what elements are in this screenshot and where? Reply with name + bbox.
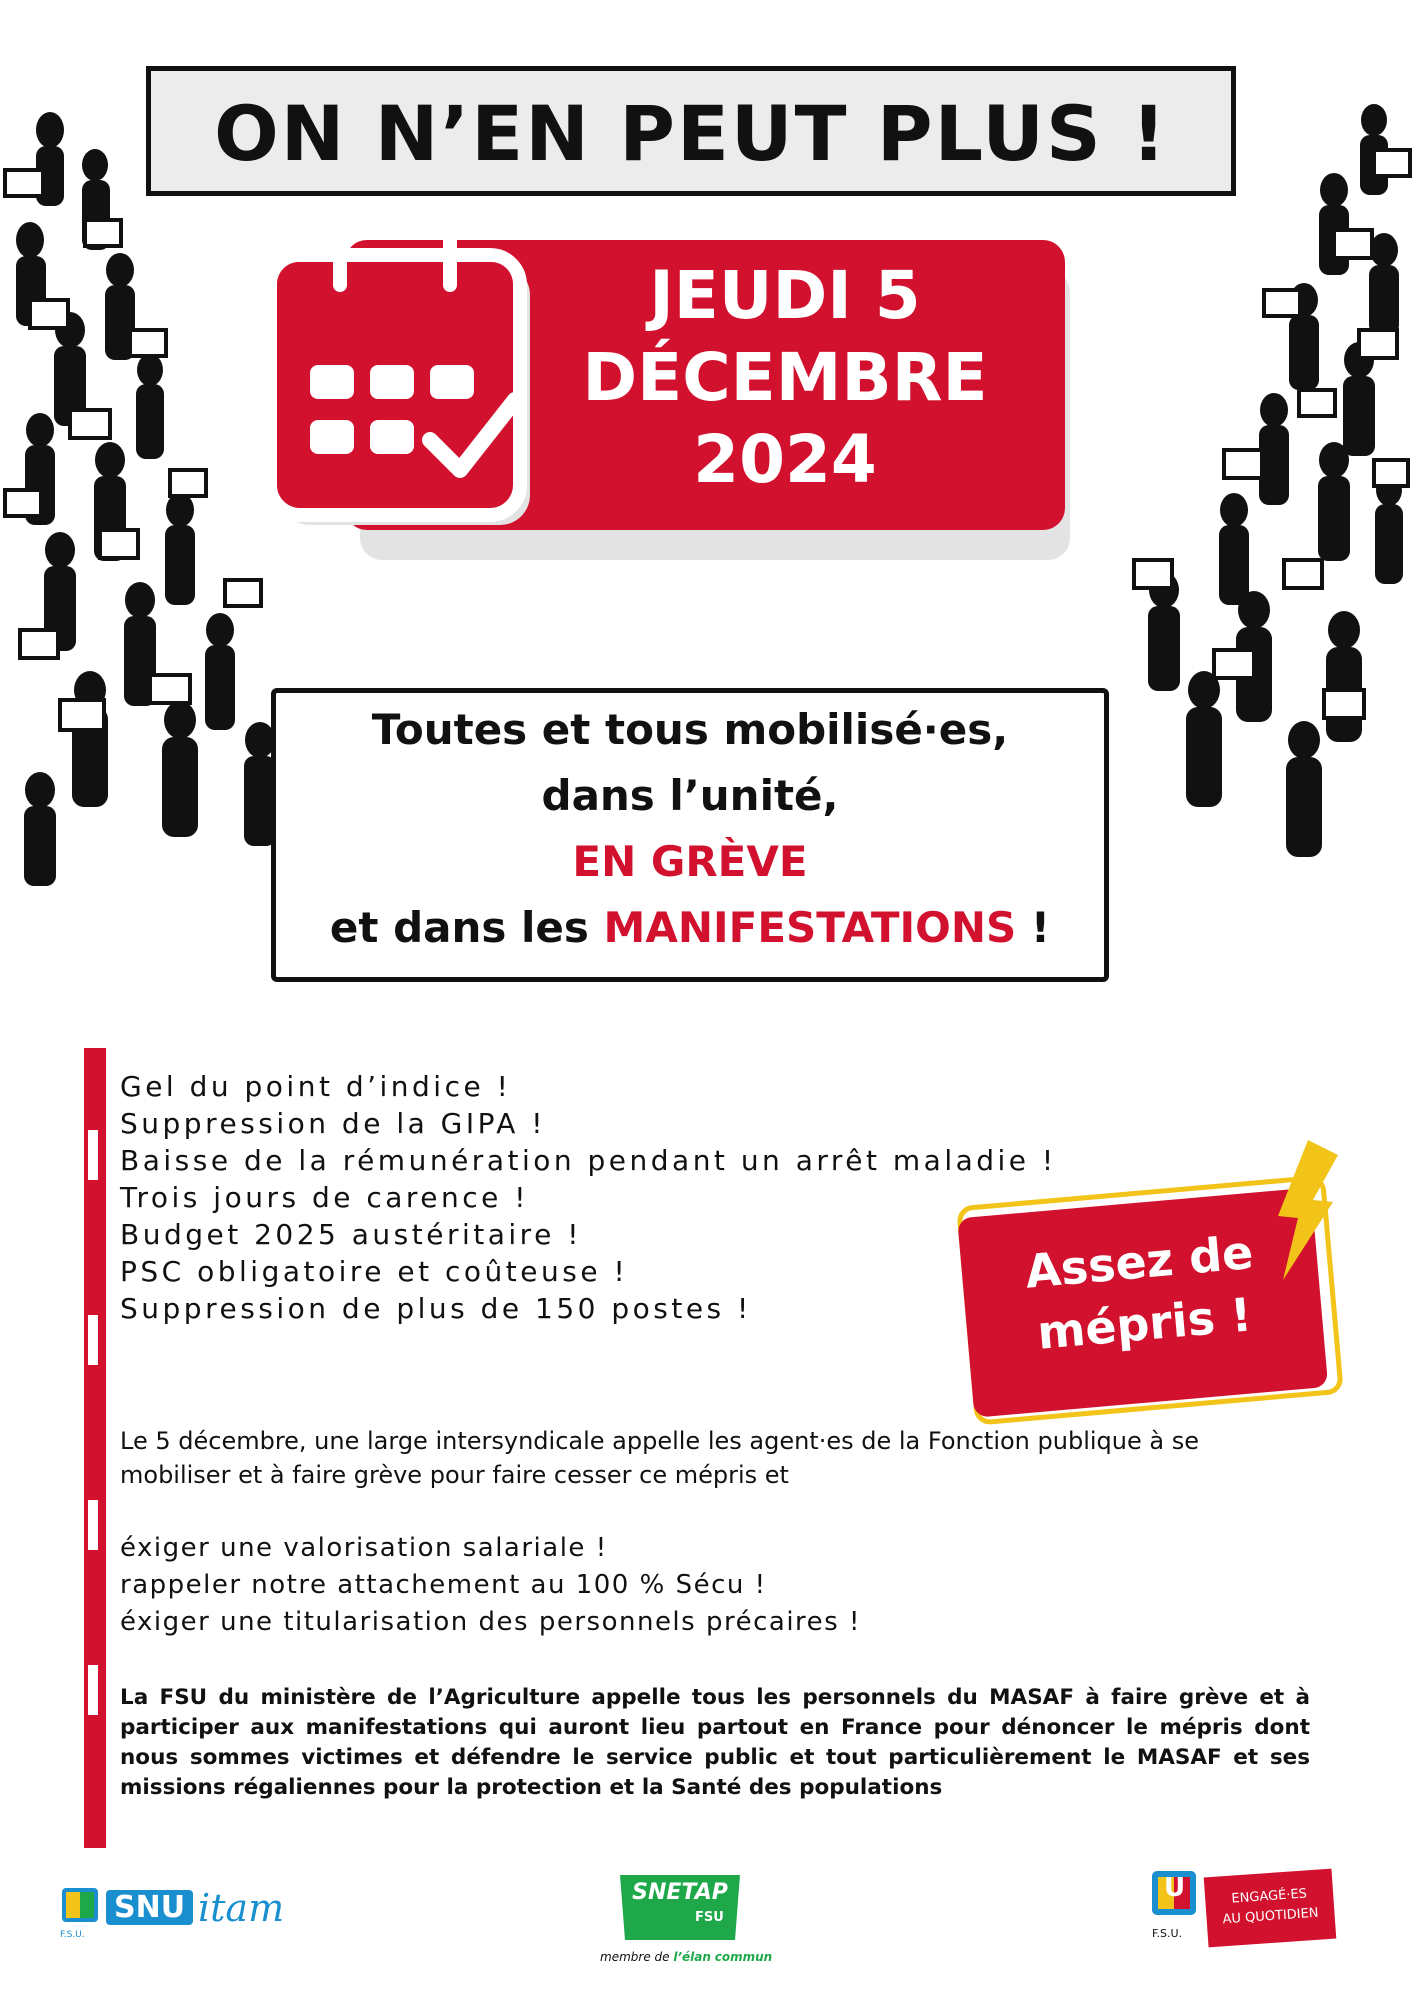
fsu-tagline-1: ENGAGÉ·ES: [1230, 1886, 1308, 1907]
callout-line-1: Assez de: [1022, 1224, 1256, 1299]
accent-bar-gap: [88, 1665, 98, 1715]
snetap-logo: [600, 1870, 773, 1980]
grievance-item: Suppression de la GIPA !: [120, 1107, 546, 1140]
demand-item: rappeler notre attachement au 100 % Sécu !: [120, 1570, 767, 1600]
date-month: DÉCEMBRE: [582, 339, 988, 416]
demands-list: [120, 1530, 1310, 1641]
snetap-member-line: [600, 1950, 773, 1964]
slogan-manifestations: MANIFESTATIONS: [603, 903, 1017, 952]
lightning-bolt-icon: [1268, 1140, 1338, 1280]
closing-paragraph: La FSU du ministère de l’Agriculture appelle tous les personnels du MASAF à faire grève et à participer aux manifestations qui auront lieu partout en France pour dénoncer le mépris dont nous sommes victimes et défendre le service public et tout particulièrement le MASAF et ses missions régaliennes pour la protection et la Santé des populations: [120, 1685, 1310, 1800]
fsu-tagline-2: AU QUOTIDIEN: [1222, 1905, 1320, 1928]
grievance-item: Gel du point d’indice !: [120, 1070, 512, 1103]
grievances-list: [120, 1068, 1057, 1327]
date-text: [520, 255, 1050, 501]
snetap-member-brand: l’élan: [673, 1950, 711, 1964]
slogan-line-2: dans l’unité,: [541, 771, 839, 820]
slogan-line-4: [276, 903, 1104, 952]
grievance-item: Budget 2025 austéritaire !: [120, 1218, 582, 1251]
snetap-member-prefix: membre de: [600, 1950, 670, 1964]
slogan-line-4-suffix: !: [1030, 903, 1051, 952]
headline-banner: [146, 66, 1236, 196]
protest-crowd-left-illustration: [0, 90, 310, 890]
accent-bar-gap: [88, 1500, 98, 1550]
fsu-logo: [1150, 1865, 1340, 1955]
fsu-logo-label: F.S.U.: [1152, 1927, 1183, 1940]
callout-line-2: mépris !: [1035, 1287, 1254, 1360]
accent-bar-gap: [88, 1315, 98, 1365]
snuitam-logo-left: SNU: [106, 1890, 193, 1925]
accent-bar-gap: [88, 1130, 98, 1180]
grievance-item: Trois jours de carence !: [120, 1181, 530, 1214]
date-year: 2024: [693, 421, 877, 498]
intro-paragraph: Le 5 décembre, une large intersyndicale appelle les agent·es de la Fonction publique à se mobiliser et à faire grève pour faire cesser ce mépris et: [120, 1427, 1199, 1489]
snuitam-fsu-label: F.S.U.: [60, 1930, 85, 1940]
snetap-fsu: FSU: [695, 1910, 724, 1925]
demand-item: éxiger une valorisation salariale !: [120, 1533, 608, 1563]
demand-item: éxiger une titularisation des personnels précaires !: [120, 1607, 861, 1637]
grievance-item: Baisse de la rémunération pendant un arrêt maladie !: [120, 1144, 1057, 1177]
slogan-line-1: Toutes et tous mobilisé·es,: [371, 705, 1009, 754]
protest-crowd-right-illustration: [1104, 90, 1414, 890]
headline-title: ON N’EN PEUT PLUS !: [214, 89, 1168, 178]
slogan-box: [271, 688, 1109, 982]
snetap-name: SNETAP: [632, 1880, 728, 1905]
fsu-logo-letter: U: [1164, 1873, 1186, 1903]
fsu-mark-icon: [60, 1886, 100, 1932]
grievance-item: Suppression de plus de 150 postes !: [120, 1292, 752, 1325]
slogan-line-4-prefix: et dans les: [329, 903, 589, 952]
snuitam-logo-right: itam: [198, 1886, 285, 1930]
grievance-item: PSC obligatoire et coûteuse !: [120, 1255, 629, 1288]
snetap-member-suffix: commun: [714, 1950, 773, 1964]
slogan-strike: EN GRÈVE: [572, 837, 808, 886]
date-day: JEUDI 5: [649, 257, 921, 334]
fsu-tagline-badge: [1204, 1869, 1337, 1948]
snuitam-logo: [60, 1880, 310, 1950]
